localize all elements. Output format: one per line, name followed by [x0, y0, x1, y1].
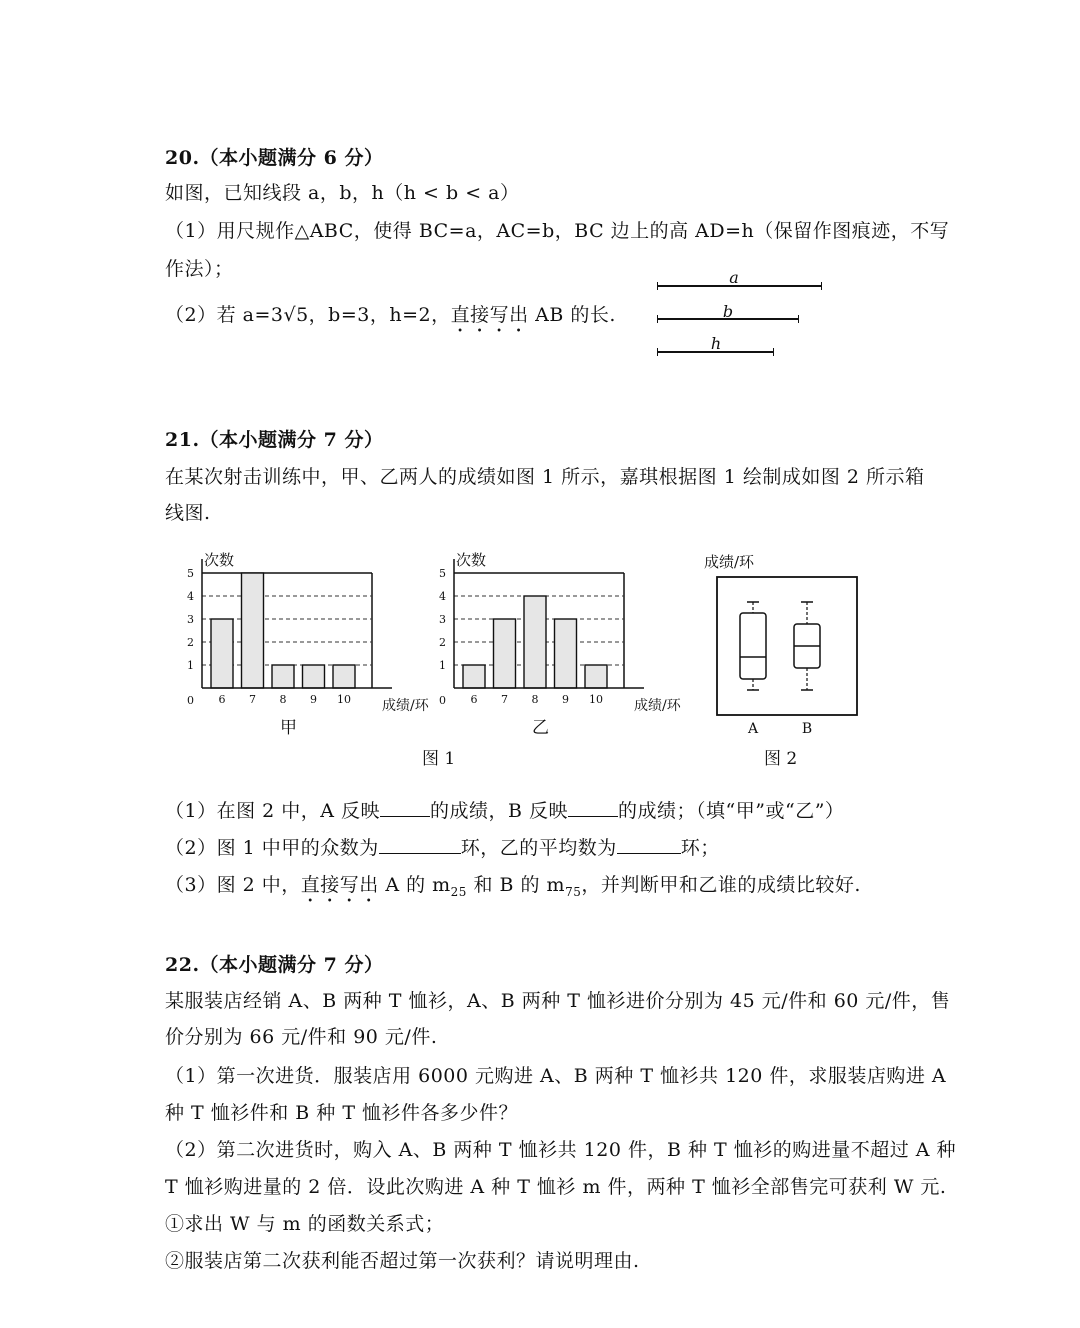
box-ylabel: 成绩/环	[704, 553, 755, 571]
segment-b	[657, 318, 799, 320]
yi-ytick-1: 1	[439, 659, 446, 672]
q21-title: 21.（本小题满分 7 分）	[165, 429, 384, 451]
yi-xtick-10: 10	[589, 693, 603, 706]
q21-part3-c: 和 B 的 m	[466, 874, 566, 896]
jia-bar-9	[303, 665, 325, 688]
q21-part3-d: ，并判断甲和乙谁的成绩比较好.	[581, 874, 861, 896]
q21-part2-a: （2）图 1 中甲的众数为	[165, 837, 379, 859]
q21-part3-sub2: 75	[565, 884, 582, 899]
q20-part2-emphasis: 直接写出	[450, 304, 529, 326]
jia-bar-8	[272, 665, 294, 688]
yi-title: 乙	[532, 718, 549, 738]
fig2-caption: 图 2	[764, 749, 798, 769]
yi-bar-8	[524, 596, 546, 688]
segment-a-label: a	[729, 268, 739, 287]
answer-blank-3[interactable]	[379, 835, 461, 854]
yi-ytick-5: 5	[439, 567, 446, 580]
jia-ytick-2: 2	[187, 636, 194, 649]
q22-line3: （1）第一次进货．服装店用 6000 元购进 A、B 两种 T 恤衫共 120 件，求服装店购进 A	[165, 1065, 947, 1087]
box-A-iqr-box	[740, 613, 766, 679]
q21-part1-b: 的成绩，B 反映	[430, 800, 569, 822]
yi-ylabel: 次数	[456, 551, 487, 569]
chart-jia	[180, 545, 450, 745]
jia-title: 甲	[280, 718, 297, 738]
q22-line2: 价分别为 66 元/件和 90 元/件.	[165, 1026, 438, 1048]
q21-part3-a: （3）图 2 中，	[165, 874, 301, 896]
q22-line5: （2）第二次进货时，购入 A、B 两种 T 恤衫共 120 件，B 种 T 恤衫的购进量不超过 A 种	[165, 1139, 957, 1161]
q22-line8: ②服装店第二次获利能否超过第一次获利？请说明理由.	[165, 1250, 640, 1272]
jia-ytick-3: 3	[187, 613, 194, 626]
yi-xtick-7: 7	[501, 693, 508, 706]
q21-part2-c: 环；	[680, 837, 720, 859]
jia-xtick-10: 10	[337, 693, 351, 706]
jia-ylabel: 次数	[204, 551, 235, 569]
q21-part2	[165, 835, 720, 861]
jia-xlabel: 成绩/环	[382, 698, 429, 714]
q21-part3-sub1: 25	[450, 884, 467, 899]
yi-xtick-8: 8	[531, 693, 539, 706]
jia-ytick-1: 1	[187, 659, 194, 672]
yi-bar-10	[585, 665, 607, 688]
q21-part3-b: A 的 m	[378, 874, 451, 896]
q20-intro: 如图，已知线段 a，b，h（h < b < a）	[165, 182, 520, 204]
answer-blank-4[interactable]	[617, 835, 681, 854]
q20-part2	[165, 302, 616, 337]
q21-intro-line1: 在某次射击训练中，甲、乙两人的成绩如图 1 所示，嘉琪根据图 1 绘制成如图 2 所示箱	[165, 466, 925, 488]
q21-part3	[165, 872, 861, 907]
jia-xtick-7: 7	[249, 693, 256, 706]
yi-xtick-6: 6	[470, 693, 478, 706]
q21-part1-c: 的成绩；（填“甲”或“乙”）	[618, 800, 845, 822]
q20-title: 20.（本小题满分 6 分）	[165, 147, 384, 169]
q22-line4: 种 T 恤衫件和 B 种 T 恤衫件各多少件？	[165, 1102, 519, 1124]
jia-bar-7	[242, 573, 264, 688]
yi-ytick-4: 4	[439, 590, 446, 603]
q20-part1-line2: 作法）；	[165, 258, 234, 280]
q20-part2-pre: （2）若 a=3√5，b=3，h=2，	[165, 304, 451, 326]
yi-ytick-0: 0	[439, 694, 446, 707]
box-A-label: A	[747, 721, 759, 737]
chart-yi	[432, 545, 702, 745]
q20-part1-line1: （1）用尺规作△ABC，使得 BC=a，AC=b，BC 边上的高 AD=h（保留作图痕迹，不写	[165, 220, 950, 242]
segment-h-label: h	[710, 334, 722, 353]
yi-xlabel: 成绩/环	[634, 698, 681, 714]
q21-part1-a: （1）在图 2 中，A 反映	[165, 800, 381, 822]
yi-bar-7	[494, 619, 516, 688]
jia-xtick-9: 9	[310, 693, 317, 706]
q22-title: 22.（本小题满分 7 分）	[165, 954, 384, 976]
yi-bar-6	[463, 665, 485, 688]
jia-ytick-0: 0	[187, 694, 194, 707]
chart-box	[690, 545, 870, 740]
jia-xtick-6: 6	[218, 693, 226, 706]
q22-line1: 某服装店经销 A、B 两种 T 恤衫，A、B 两种 T 恤衫进价分别为 45 元/件和 60 元/件，售	[165, 990, 951, 1012]
segment-a	[657, 285, 822, 287]
fig1-caption: 图 1	[422, 749, 456, 769]
answer-blank-1[interactable]	[380, 798, 430, 817]
yi-bar-9	[555, 619, 577, 688]
jia-ytick-4: 4	[187, 590, 194, 603]
q20-part2-post: AB 的长.	[528, 304, 616, 326]
jia-ytick-5: 5	[187, 567, 194, 580]
box-frame	[717, 577, 857, 715]
q21-part1	[165, 798, 844, 824]
yi-ytick-3: 3	[439, 613, 446, 626]
segment-b-label: b	[722, 302, 734, 321]
jia-bar-10	[333, 665, 355, 688]
jia-xtick-8: 8	[279, 693, 287, 706]
answer-blank-2[interactable]	[568, 798, 618, 817]
jia-bar-6	[211, 619, 233, 688]
q21-intro-line2: 线图.	[165, 502, 211, 524]
q22-line7: ①求出 W 与 m 的函数关系式；	[165, 1213, 445, 1235]
yi-xtick-9: 9	[562, 693, 569, 706]
yi-ytick-2: 2	[439, 636, 446, 649]
segment-h	[657, 351, 774, 353]
box-B-label: B	[801, 721, 813, 737]
q21-part2-b: 环，乙的平均数为	[460, 837, 617, 859]
q22-line6: T 恤衫购进量的 2 倍．设此次购进 A 种 T 恤衫 m 件，两种 T 恤衫全部售完可获利 W 元.	[165, 1176, 947, 1198]
q21-part3-emphasis: 直接写出	[300, 874, 379, 896]
